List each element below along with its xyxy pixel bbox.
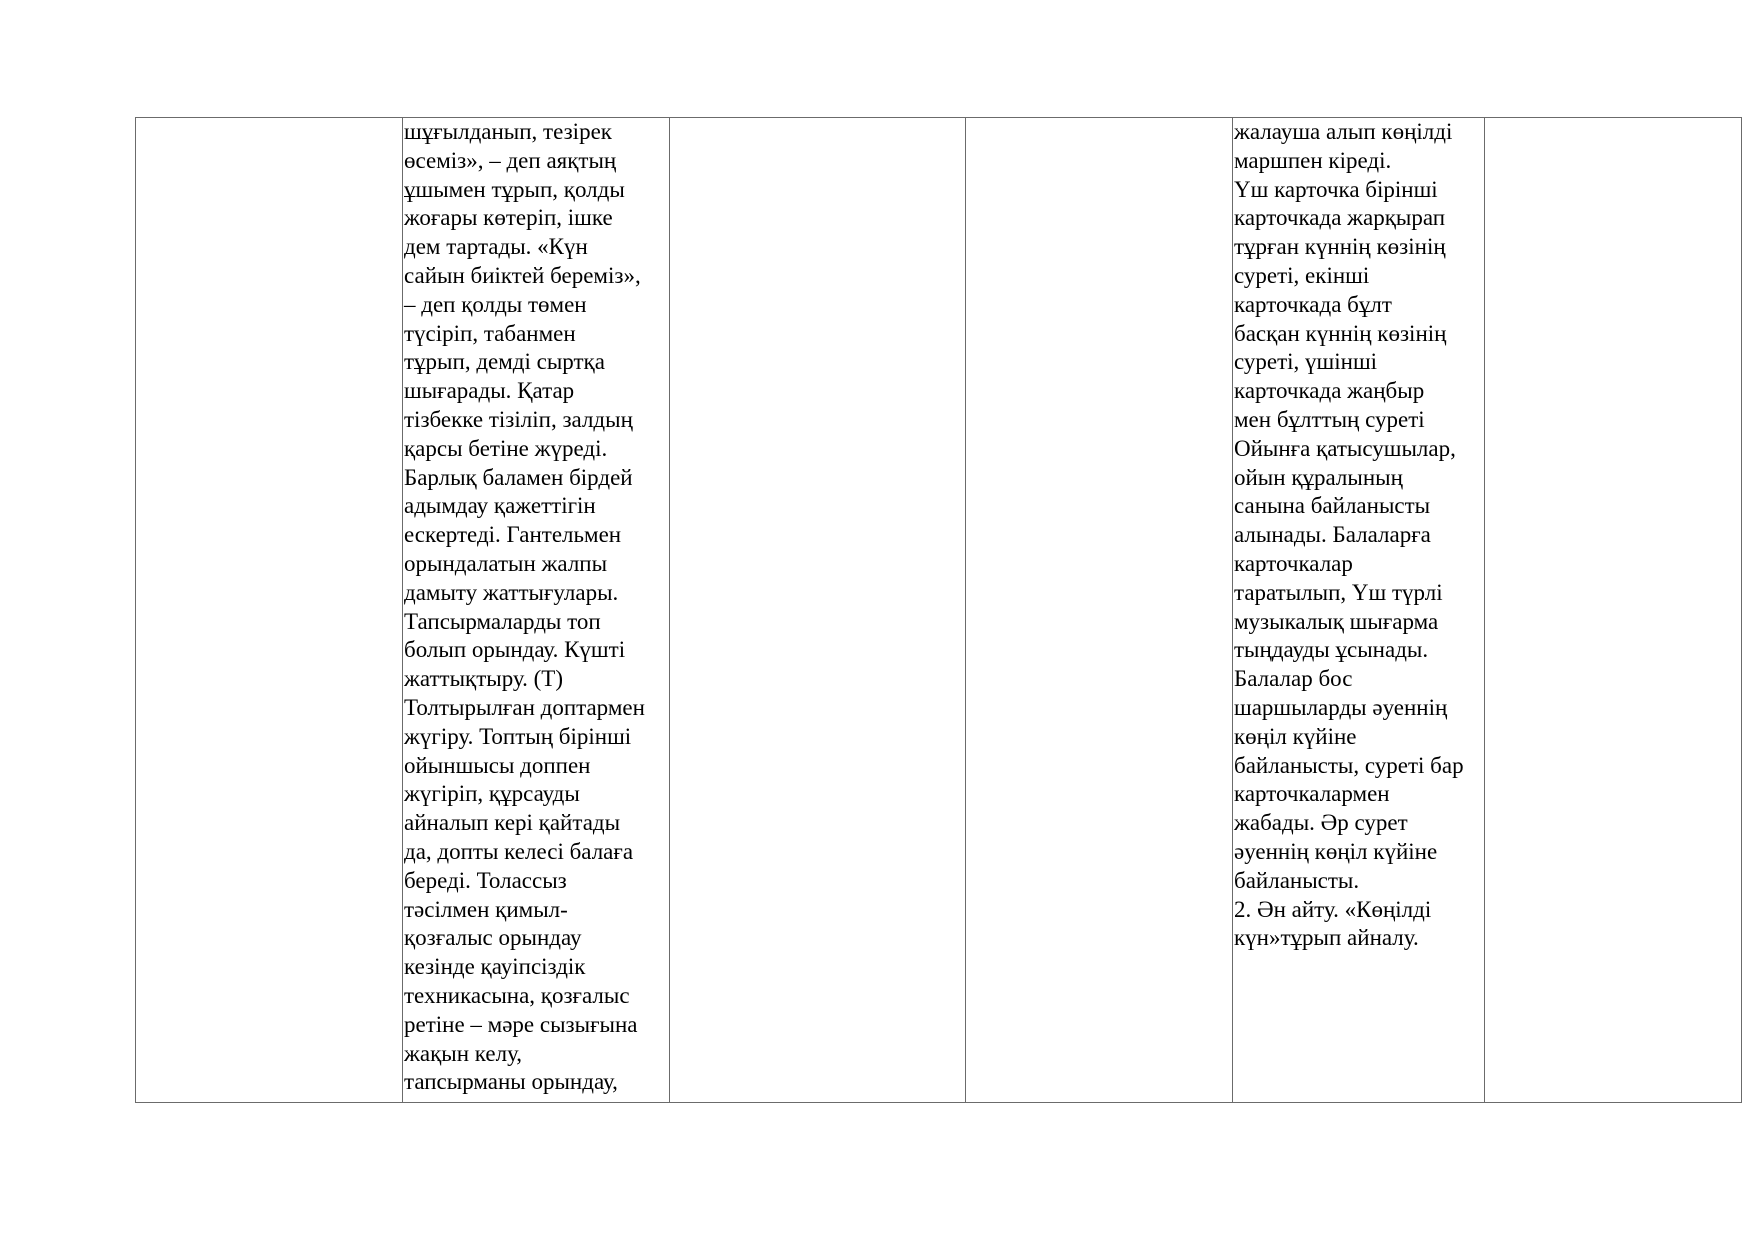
table-cell-2 [403,118,670,1103]
cell-text-2: шұғылданып, тезірек өсеміз», – деп аяқтың ұшымен тұрып, қолды жоғары көтеріп, ішке дем тартады. «Күн сайын биіктей береміз», – деп қолды төмен түсіріп, табанмен тұрып, демді сыртқа шығарады. Қатар тізбекке тізіліп, залдың қарсы бетіне жүреді. Барлық баламен бірдей адымдау қажеттігін ескертеді. Гантельмен орындалатын жалпы дамыту жаттығулары. Тапсырмаларды топ болып орындау. Күшті жаттықтыру. (Т) Толтырылған доптармен жүгіру. Топтың бірінші ойыншысы доппен жүгіріп, құрсауды айналып кері қайтады да, допты келесі балаға береді. Толассыз тәсілмен қимыл- қозғалыс орындау кезінде қауіпсіздік техникасына, қозғалыс ретіне – мәре сызығына жақын келу, тапсырманы орындау, [404,119,645,1095]
cell-text-5: жалауша алып көңілді маршпен кіреді. Үш карточка бірінші карточкада жарқырап тұрған күннің көзінің суреті, екінші карточкада бұлт басқан күннің көзінің суреті, үшінші карточкада жаңбыр мен бұлттың суреті Ойынға қатысушылар, ойын құралының санына байланысты алынады. Балаларға карточкалар таратылып, Үш түрлі музыкалық шығарма тыңдауды ұсынады. Балалар бос шаршыларды әуеннің көңіл күйіне байланысты, суреті бар карточкалармен жабады. Әр сурет әуеннің көңіл күйіне байланысты. 2. Ән айту. «Көңілді күн»тұрып айналу. [1234,119,1464,951]
table-cell-4 [966,118,1233,1103]
plan-table [135,117,1742,1103]
table-cell-1 [136,118,403,1103]
table-row [136,118,1742,1103]
table-cell-6 [1485,118,1742,1103]
table-cell-3 [670,118,966,1103]
table-cell-5 [1233,118,1485,1103]
